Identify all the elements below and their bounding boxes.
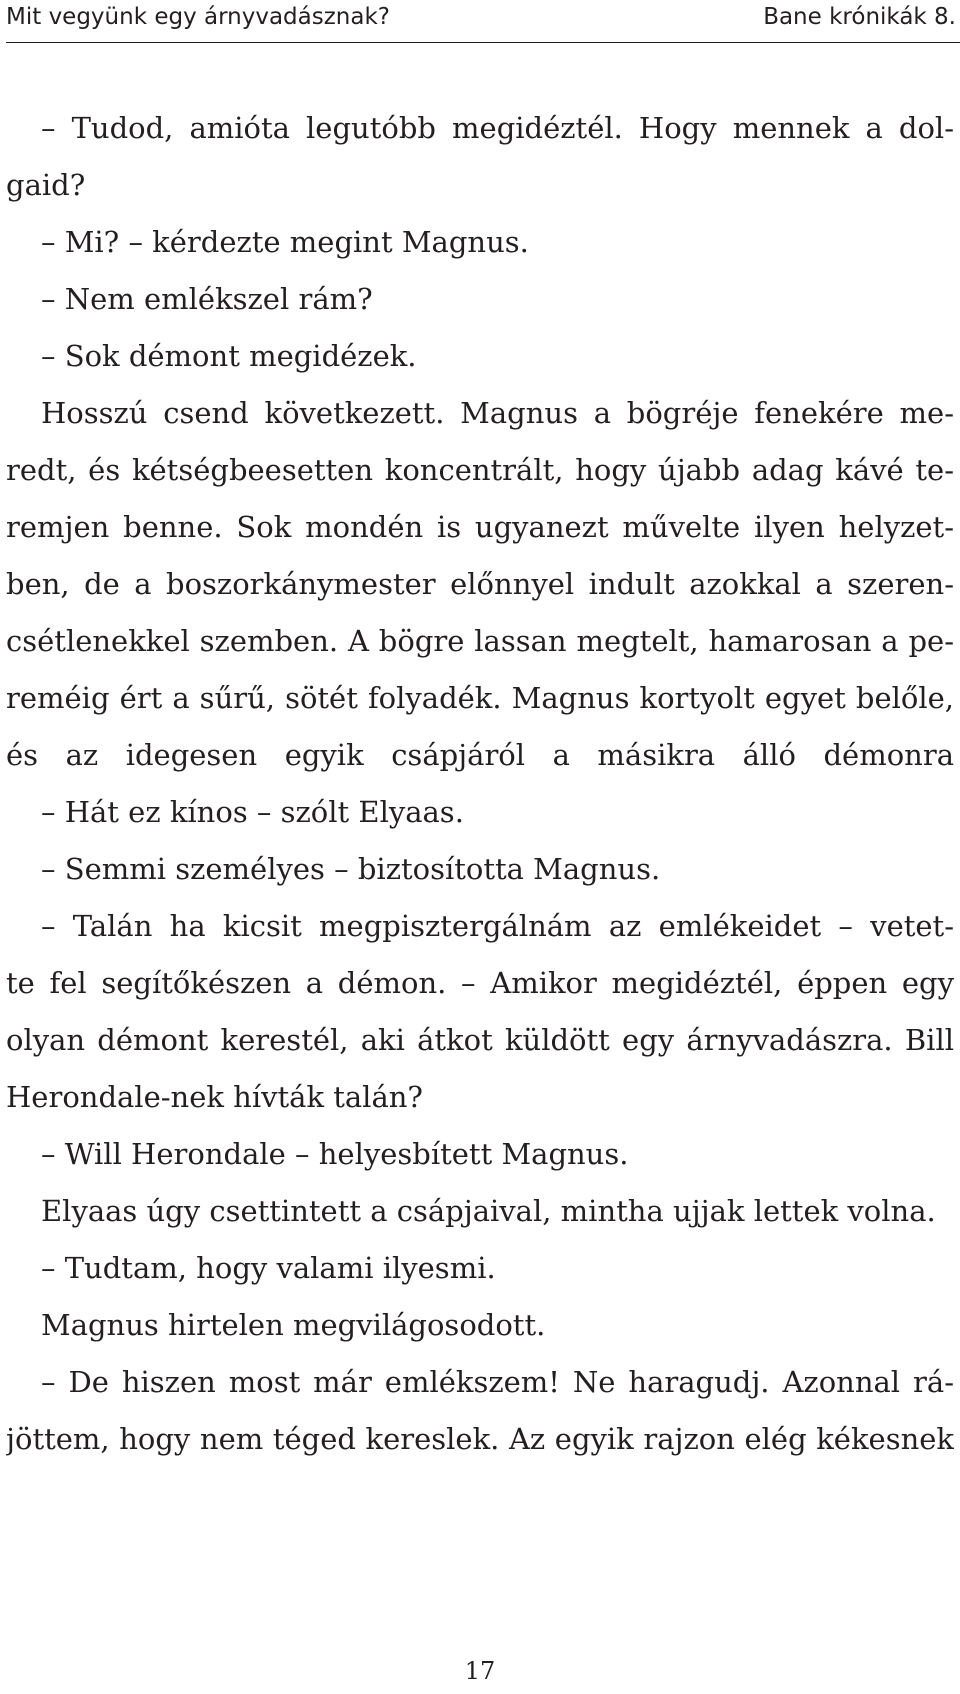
text-line: – Nem emlékszel rám? (41, 282, 373, 316)
text-line: redt, és kétségbeesetten koncentrált, hogy újabb adag kávé te- (6, 453, 954, 487)
text-line: ben, de a boszorkánymester előnnyel indult azokkal a szeren- (6, 567, 954, 601)
text-line: csétlenekkel szemben. A bögre lassan megtelt, hamarosan a pe- (6, 624, 954, 658)
page-number: 17 (464, 1657, 496, 1685)
header-title: Mit vegyünk egy árnyvadásznak? (6, 4, 390, 30)
text-line: és az idegesen egyik csápjáról a másikra álló démonra (6, 738, 954, 772)
text-line: reméig ért a sűrű, sötét folyadék. Magnus kortyolt egyet belőle, (6, 681, 954, 715)
text-line: – Talán ha kicsit megpisztergálnám az emlékeidet – vetet- (41, 909, 954, 943)
text-line: te fel segítőkészen a démon. – Amikor megidéztél, éppen egy (6, 966, 954, 1000)
text-line: olyan démont kerestél, aki átkot küldött egy árnyvadászra. Bill (6, 1023, 954, 1057)
running-header (6, 2, 960, 42)
text-line: – Tudtam, hogy valami ilyesmi. (41, 1251, 496, 1285)
text-line: – Hát ez kínos – szólt Elyaas. (41, 795, 464, 829)
text-line: Hosszú csend következett. Magnus a bögréje fenekére me- (41, 396, 954, 430)
text-line: jöttem, hogy nem téged kereslek. Az egyik rajzon elég kékesnek (6, 1422, 954, 1456)
text-line: remjen benne. Sok mondén is ugyanezt művelte ilyen helyzet- (6, 510, 954, 544)
header-series: Bane krónikák 8. (763, 4, 956, 30)
text-line: – Tudod, amióta legutóbb megidéztél. Hogy mennek a dol- (41, 111, 954, 145)
text-line: – Semmi személyes – biztosította Magnus. (41, 852, 661, 886)
text-line: – Sok démont megidézek. (41, 339, 417, 373)
header-rule (6, 42, 960, 43)
text-line: – Will Herondale – helyesbített Magnus. (41, 1137, 629, 1171)
text-line: – Mi? – kérdezte megint Magnus. (41, 225, 529, 259)
text-line: – De hiszen most már emlékszem! Ne haragudj. Azonnal rá- (41, 1365, 954, 1399)
text-line: Elyaas úgy csettintett a csápjaival, mintha ujjak lettek volna. (41, 1194, 936, 1228)
text-line: Herondale-nek hívták talán? (6, 1080, 423, 1114)
text-line: gaid? (6, 168, 86, 202)
text-line: Magnus hirtelen megvilágosodott. (41, 1308, 546, 1342)
